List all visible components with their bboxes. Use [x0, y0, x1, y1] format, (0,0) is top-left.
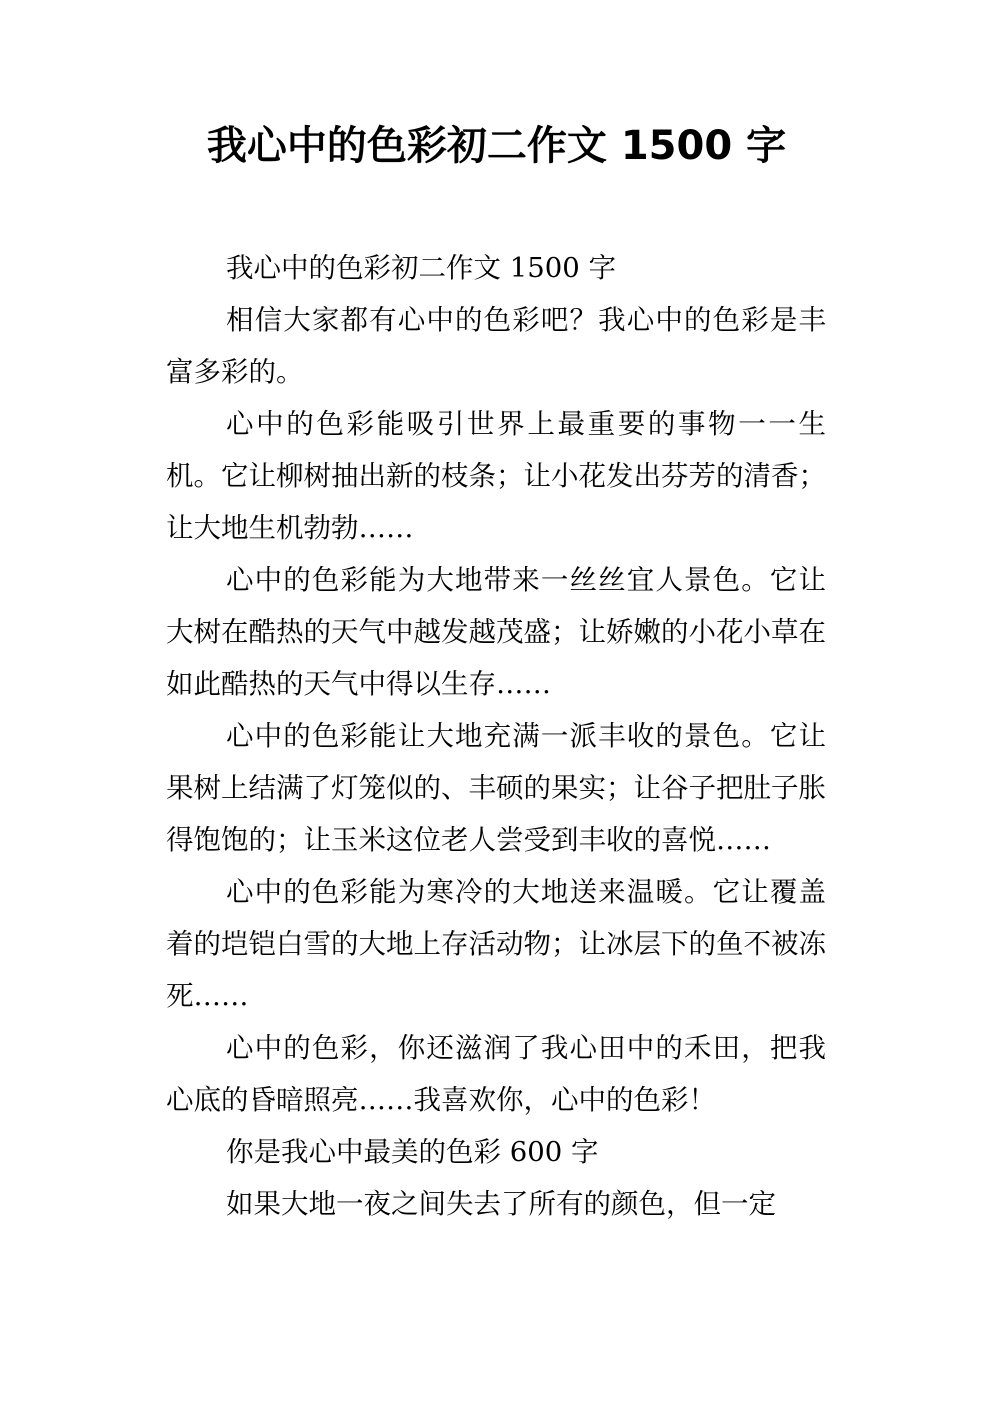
document-title: 我心中的色彩初二作文 1500 字: [206, 123, 787, 169]
paragraph: 心中的色彩，你还滋润了我心田中的禾田，把我心底的昏暗照亮……我喜欢你，心中的色彩！: [166, 1032, 826, 1116]
paragraph: 相信大家都有心中的色彩吧？我心中的色彩是丰富多彩的。: [166, 304, 826, 388]
paragraph-section-heading: 你是我心中最美的色彩 600 字: [226, 1136, 599, 1168]
paragraph-subtitle: 我心中的色彩初二作文 1500 字: [226, 252, 616, 284]
paragraph: 心中的色彩能为寒冷的大地送来温暖。它让覆盖着的垲铠白雪的大地上存活动物；让冰层下的鱼不被冻死……: [166, 876, 826, 1012]
paragraph: 如果大地一夜之间失去了所有的颜色，但一定: [226, 1188, 776, 1220]
paragraph: 心中的色彩能让大地充满一派丰收的景色。它让果树上结满了灯笼似的、丰硕的果实；让谷子把肚子胀得饱饱的；让玉米这位老人尝受到丰收的喜悦……: [166, 720, 826, 856]
paragraph: 心中的色彩能为大地带来一丝丝宜人景色。它让大树在酷热的天气中越发越茂盛；让娇嫩的小花小草在如此酷热的天气中得以生存……: [166, 564, 826, 700]
paragraph: 心中的色彩能吸引世界上最重要的事物一一生机。它让柳树抽出新的枝条；让小花发出芬芳的清香；让大地生机勃勃……: [166, 408, 826, 544]
document-body: [166, 242, 826, 1230]
